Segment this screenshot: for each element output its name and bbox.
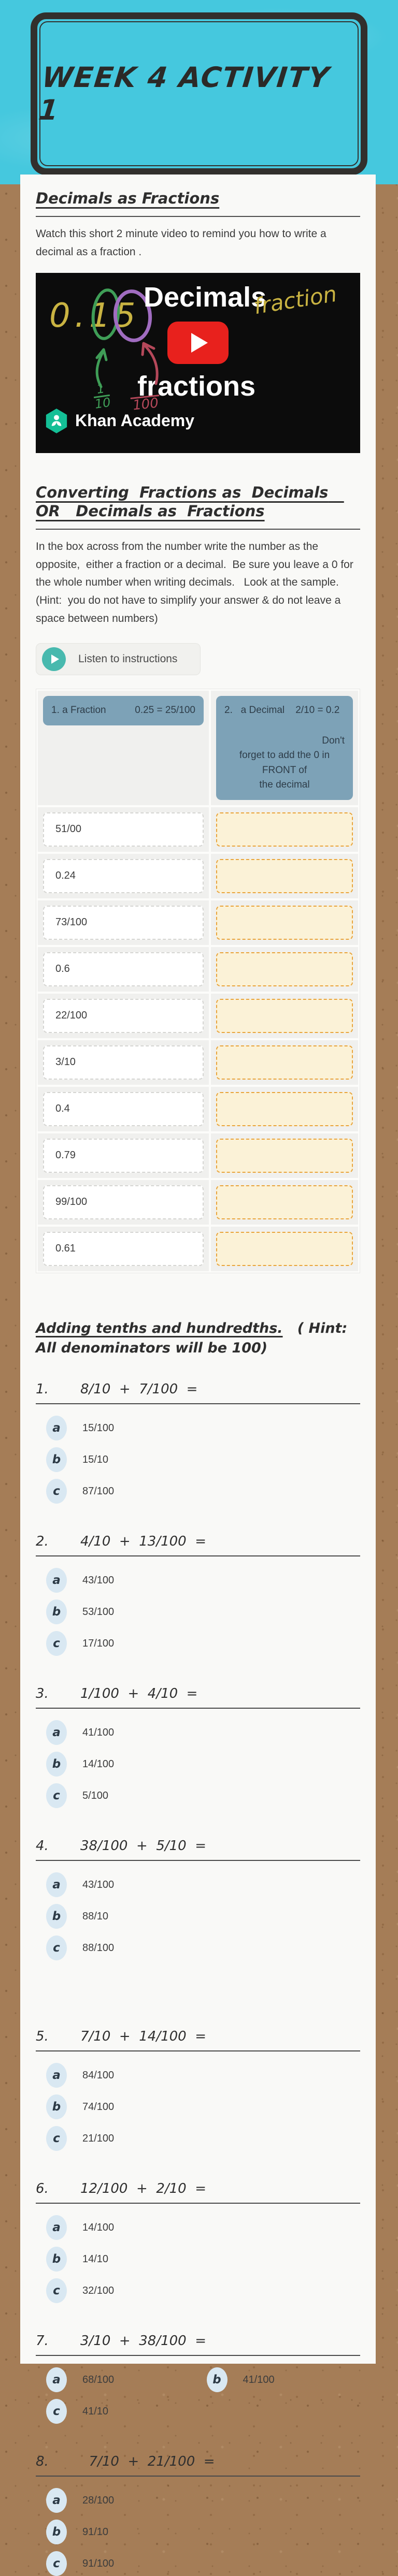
table-row xyxy=(38,900,209,945)
table-row xyxy=(211,1180,358,1225)
listen-button-label: Listen to instructions xyxy=(78,653,178,665)
option-letter-badge[interactable]: c xyxy=(46,2278,67,2303)
option-letter-badge[interactable]: c xyxy=(46,1783,67,1808)
option-text: 74/100 xyxy=(82,2101,115,2113)
given-value: 22/100 xyxy=(55,1010,88,1022)
given-value-box xyxy=(43,812,204,847)
option-letter-badge[interactable]: b xyxy=(46,2094,67,2119)
video-scribble-fraction-word: fraction xyxy=(252,281,339,319)
option-a[interactable] xyxy=(46,2488,360,2513)
table-row xyxy=(38,1180,209,1225)
youtube-play-button[interactable] xyxy=(167,322,229,364)
option-letter-badge[interactable]: b xyxy=(46,1752,67,1777)
option-text: 14/100 xyxy=(82,1758,115,1770)
question-expression: 4/10 + 13/100 = xyxy=(80,1534,207,1550)
option-letter-badge[interactable]: c xyxy=(46,2126,67,2151)
option-c[interactable] xyxy=(46,1783,360,1808)
option-a[interactable] xyxy=(46,1568,360,1593)
option-c[interactable] xyxy=(46,1631,360,1656)
question-8 xyxy=(36,2454,360,2576)
option-letter-badge[interactable]: a xyxy=(46,2063,67,2088)
option-text: 43/100 xyxy=(82,1574,115,1586)
option-b[interactable] xyxy=(207,2367,361,2392)
given-value: 3/10 xyxy=(55,1056,76,1068)
answer-line xyxy=(36,1708,360,1709)
option-a[interactable] xyxy=(46,2063,360,2088)
title-banner xyxy=(31,12,367,175)
answer-line xyxy=(36,2203,360,2204)
given-value-box xyxy=(43,1045,204,1080)
given-value: 0.79 xyxy=(55,1149,76,1161)
answer-input[interactable] xyxy=(216,859,353,893)
page-title: WEEK 4 ACTIVITY 1 xyxy=(37,61,332,126)
table-row xyxy=(211,1087,358,1131)
given-value: 51/00 xyxy=(55,823,82,835)
answer-line xyxy=(36,1403,360,1404)
table-row xyxy=(38,807,209,852)
question-expression: 38/100 + 5/10 = xyxy=(80,1838,207,1854)
question-expression: 7/10 + 21/100 = xyxy=(80,2454,215,2470)
table-row xyxy=(211,947,358,992)
question-number: 8. xyxy=(36,2454,49,2470)
question-2 xyxy=(36,1534,360,1656)
one-hundredth-scribble: 100 xyxy=(131,395,161,413)
khan-academy-wordmark: Khan Academy xyxy=(75,411,194,430)
options-list xyxy=(36,2367,360,2424)
answer-input[interactable] xyxy=(216,1139,353,1173)
option-letter-badge[interactable]: c xyxy=(46,2399,67,2424)
table-row xyxy=(38,854,209,898)
adding-heading-underlined: Adding tenths and hundredths. xyxy=(36,1320,283,1336)
section-heading-converting: Converting Fractions as Decimals OR Decimals as Fractions xyxy=(36,483,344,520)
decimal-header-note-2: forget to add the 0 in FRONT of xyxy=(239,750,330,776)
options-list xyxy=(36,2063,360,2151)
option-text: 84/100 xyxy=(82,2069,115,2081)
option-letter-badge[interactable]: a xyxy=(46,1568,67,1593)
section-heading-adding xyxy=(36,1319,360,1358)
table-row xyxy=(38,1040,209,1085)
given-value: 0.4 xyxy=(55,1103,70,1115)
option-text: 91/100 xyxy=(82,2557,115,2569)
option-a[interactable] xyxy=(46,1416,360,1440)
option-text: 5/100 xyxy=(82,1789,109,1801)
question-expression: 7/10 + 14/100 = xyxy=(80,2029,207,2045)
question-expression: 1/100 + 4/10 = xyxy=(80,1686,198,1702)
given-value-box xyxy=(43,1092,204,1126)
given-value: 0.24 xyxy=(55,870,76,882)
video-scribble-decimal: 0.15 xyxy=(49,296,140,335)
worksheet-card xyxy=(20,174,376,2571)
given-value: 99/100 xyxy=(55,1196,88,1208)
option-c[interactable] xyxy=(46,2278,360,2303)
question-number: 3. xyxy=(36,1686,49,1702)
green-arrow-icon xyxy=(86,339,122,388)
option-c[interactable] xyxy=(46,1935,360,1960)
option-a[interactable] xyxy=(46,2215,360,2240)
title-banner-inner-frame xyxy=(39,21,359,166)
table-row xyxy=(38,1227,209,1271)
table-row xyxy=(38,947,209,992)
answer-line xyxy=(36,1555,360,1556)
option-c[interactable] xyxy=(46,1479,360,1504)
given-value: 73/100 xyxy=(55,916,88,928)
play-triangle-icon xyxy=(51,654,59,664)
given-value-box xyxy=(43,1232,204,1266)
table-row xyxy=(211,807,358,852)
option-text: 53/100 xyxy=(82,1606,115,1618)
answer-line xyxy=(36,2355,360,2356)
section-instructions-text: Watch this short 2 minute video to remind you how to write a decimal as a fraction . xyxy=(36,228,330,258)
table-header-cell-decimal xyxy=(211,691,358,805)
answer-input[interactable] xyxy=(216,906,353,940)
answer-input[interactable] xyxy=(216,812,353,847)
decimal-header-note-1: Don't xyxy=(322,735,345,746)
option-b[interactable] xyxy=(46,1599,360,1624)
play-icon xyxy=(191,333,208,353)
video-title-word-decimals: Decimals xyxy=(144,281,267,313)
option-text: 15/10 xyxy=(82,1453,109,1465)
option-text: 68/100 xyxy=(82,2374,115,2385)
answer-input[interactable] xyxy=(216,1232,353,1266)
option-text: 32/100 xyxy=(82,2284,115,2296)
given-value: 0.61 xyxy=(55,1243,76,1255)
option-text: 88/100 xyxy=(82,1942,115,1954)
table-row xyxy=(38,1133,209,1178)
option-text: 41/100 xyxy=(243,2374,275,2385)
question-7 xyxy=(36,2333,360,2424)
options-list xyxy=(36,2488,360,2576)
answer-line xyxy=(36,1860,360,1861)
options-list xyxy=(36,1568,360,1656)
option-a[interactable] xyxy=(46,1720,360,1745)
question-expression: 12/100 + 2/10 = xyxy=(80,2181,207,2197)
option-letter-badge[interactable]: c xyxy=(46,1479,67,1504)
question-expression: 3/10 + 38/100 = xyxy=(80,2333,207,2349)
option-b[interactable] xyxy=(46,1904,360,1929)
given-value: 0.6 xyxy=(55,963,70,975)
question-5 xyxy=(36,2029,360,2151)
given-value-box xyxy=(43,1185,204,1219)
listen-to-instructions-button[interactable] xyxy=(36,643,201,675)
fraction-header-sample: 0.25 = 25/100 xyxy=(135,705,195,716)
option-text: 17/100 xyxy=(82,1637,115,1649)
options-list xyxy=(36,1416,360,1504)
question-number: 4. xyxy=(36,1838,49,1854)
option-text: 43/100 xyxy=(82,1879,115,1890)
given-value-box xyxy=(43,1139,204,1173)
option-letter-badge[interactable]: a xyxy=(46,1872,67,1897)
khan-academy-logo-icon xyxy=(45,409,68,433)
option-letter-badge[interactable]: a xyxy=(46,1416,67,1440)
option-a[interactable] xyxy=(46,2367,200,2392)
option-a[interactable] xyxy=(46,1872,360,1897)
table-row xyxy=(211,1040,358,1085)
option-b[interactable] xyxy=(46,2247,360,2272)
table-row xyxy=(211,854,358,898)
option-c[interactable] xyxy=(46,2399,200,2424)
option-b[interactable] xyxy=(46,1447,360,1472)
options-list xyxy=(36,1872,360,1960)
question-4 xyxy=(36,1838,360,1960)
section-divider xyxy=(36,529,360,530)
decimal-header-note-3: the decimal xyxy=(259,779,310,791)
section-heading-decimals-as-fractions: Decimals as Fractions xyxy=(36,190,220,207)
fraction-header-label: 1. a Fraction xyxy=(51,705,106,716)
video-title-word-fractions: fractions xyxy=(137,370,256,402)
option-letter-badge[interactable]: a xyxy=(46,2367,67,2392)
one-tenth-scribble: 1 10 xyxy=(94,381,112,412)
given-value-box xyxy=(43,859,204,893)
adding-heading-hint: ( Hint: All denominators will be 100) xyxy=(36,1320,352,1356)
option-text: 21/100 xyxy=(82,2132,115,2144)
answer-line xyxy=(36,2050,360,2051)
audio-play-icon[interactable] xyxy=(42,647,66,671)
conversion-table xyxy=(36,689,360,1273)
answer-line xyxy=(36,2476,360,2477)
question-3 xyxy=(36,1686,360,1808)
given-value-box xyxy=(43,999,204,1033)
option-text: 88/10 xyxy=(82,1910,109,1922)
answer-input[interactable] xyxy=(216,999,353,1033)
answer-input[interactable] xyxy=(216,1045,353,1080)
option-b[interactable] xyxy=(46,2094,360,2119)
option-letter-badge[interactable]: b xyxy=(46,2520,67,2544)
option-text: 14/10 xyxy=(82,2253,109,2265)
option-text: 41/10 xyxy=(82,2405,109,2417)
option-letter-badge[interactable]: a xyxy=(46,2215,67,2240)
option-b[interactable] xyxy=(46,2520,360,2544)
option-text: 87/100 xyxy=(82,1485,115,1497)
question-number: 2. xyxy=(36,1534,49,1550)
table-row xyxy=(211,1133,358,1178)
option-letter-badge[interactable]: b xyxy=(207,2367,228,2392)
question-number: 7. xyxy=(36,2333,49,2349)
option-text: 91/10 xyxy=(82,2526,109,2538)
khan-academy-brand xyxy=(45,409,194,433)
decimal-header-label: 2. a Decimal 2/10 = 0.2 xyxy=(224,705,340,716)
converting-instructions-text: In the box across from the number write the number as the opposite, either a fraction or a decimal. Be sure you leave a 0 for the whole number when writing decimals. Look at the sample. (Hint: you do not have to simplify your answer & do not leave a space between numbers) xyxy=(36,541,357,624)
question-6 xyxy=(36,2181,360,2303)
table-row xyxy=(38,994,209,1038)
table-row xyxy=(211,994,358,1038)
red-arrow-icon xyxy=(129,334,165,386)
option-text: 28/100 xyxy=(82,2494,115,2506)
option-letter-badge[interactable]: a xyxy=(46,1720,67,1745)
question-number: 5. xyxy=(36,2029,49,2045)
option-letter-badge[interactable]: c xyxy=(46,2551,67,2576)
option-letter-badge[interactable]: a xyxy=(46,2488,67,2513)
option-letter-badge[interactable]: c xyxy=(46,1631,67,1656)
option-c[interactable] xyxy=(46,2126,360,2151)
question-expression: 8/10 + 7/100 = xyxy=(80,1381,198,1398)
options-list xyxy=(36,1720,360,1808)
question-number: 1. xyxy=(36,1381,49,1398)
answer-input[interactable] xyxy=(216,1185,353,1219)
answer-input[interactable] xyxy=(216,952,353,986)
given-value-box xyxy=(43,906,204,940)
option-text: 14/100 xyxy=(82,2221,115,2233)
table-row xyxy=(211,900,358,945)
option-letter-badge[interactable]: b xyxy=(46,1599,67,1624)
table-row xyxy=(38,1087,209,1131)
table-row xyxy=(211,1227,358,1271)
option-letter-badge[interactable]: b xyxy=(46,2247,67,2272)
option-text: 41/100 xyxy=(82,1726,115,1738)
given-value-box xyxy=(43,952,204,986)
option-c[interactable] xyxy=(46,2551,360,2576)
section-divider xyxy=(36,216,360,217)
option-letter-badge[interactable]: b xyxy=(46,1904,67,1929)
khan-academy-video-player[interactable] xyxy=(36,273,360,453)
question-number: 6. xyxy=(36,2181,49,2197)
option-b[interactable] xyxy=(46,1752,360,1777)
table-header-cell-fraction xyxy=(38,691,209,805)
option-letter-badge[interactable]: c xyxy=(46,1935,67,1960)
option-text: 15/100 xyxy=(82,1422,115,1434)
answer-input[interactable] xyxy=(216,1092,353,1126)
question-1 xyxy=(36,1381,360,1504)
option-letter-badge[interactable]: b xyxy=(46,1447,67,1472)
options-list xyxy=(36,2215,360,2303)
